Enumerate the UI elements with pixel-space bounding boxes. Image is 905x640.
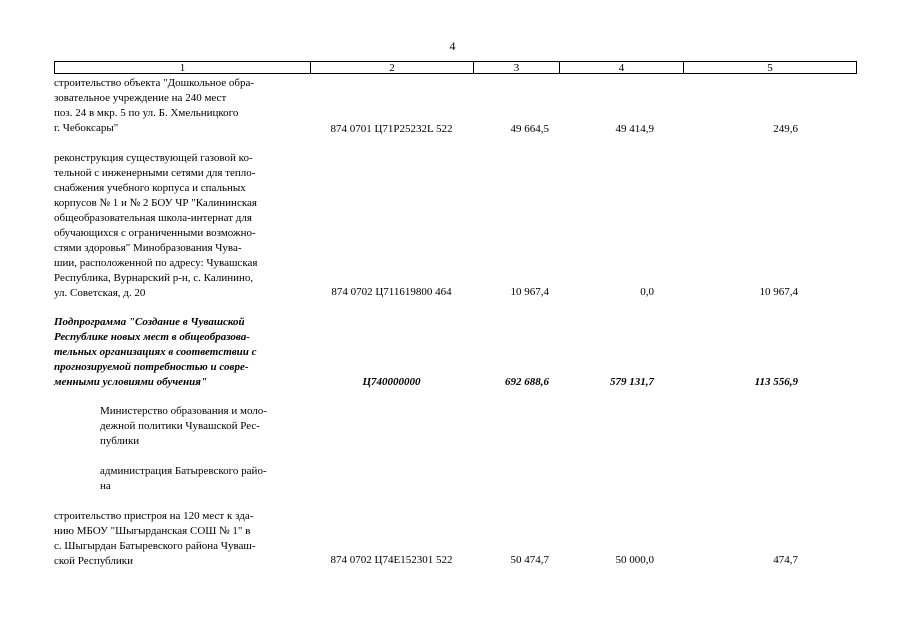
header-col-4: 4 [560,62,684,73]
header-col-3: 3 [474,62,560,73]
header-col-1: 1 [55,62,311,73]
row-value-5: 474,7 [773,554,798,566]
row-code: 874 0702 Ц711619800 464 [331,286,452,298]
row-value-4: 50 000,0 [615,554,654,566]
row-description: Министерство образования и моло- дежной политики Чувашской Рес- публики [100,405,267,447]
row-value-5: 249,6 [773,123,798,135]
row-code: 874 0701 Ц71Р25232L 522 [330,123,453,135]
row-value-4: 0,0 [640,286,654,298]
row-value-4: 579 131,7 [610,376,654,388]
row-value-5: 10 967,4 [759,286,798,298]
row-description: реконструкция существующей газовой ко- тельной с инженерными сетями для тепло- снабжения учебного корпуса и спальных корпусов № 1 и № 2 БОУ ЧР "Калининская общеобразовательная школа-интернат для обучающихся с ограниченными возможно- стями здоровья" Минобразования Чува- шии, расположенной по адресу: Чувашская Республика, Вурнарский р-н, с. Калинино, ул. Советская, д. 20 [54,152,258,299]
row-code: 874 0702 Ц74Е152301 522 [330,554,453,566]
row-description: строительство объекта "Дошкольное обра- зовательное учреждение на 240 мест поз. 24 в мкр. 5 по ул. Б. Хмельницкого г. Чебоксары" [54,77,255,134]
row-description: строительство пристроя на 120 мест к зда- нию МБОУ "Шыгырданская СОШ № 1" в с. Шыгырдан Батыревского района Чуваш- ской Республики [54,510,256,567]
header-col-2: 2 [311,62,474,73]
row-code: Ц740000000 [362,376,421,388]
row-value-3: 49 664,5 [510,123,549,135]
table-header [54,61,857,74]
row-value-3: 50 474,7 [510,554,549,566]
row-value-4: 49 414,9 [615,123,654,135]
row-description: Подпрограмма "Создание в Чувашской Республике новых мест в общеобразова- тельных организациях в соответствии с прогнозируемой потребностью и совре- менными условиями обучения" [54,316,257,388]
row-value-3: 692 688,6 [505,376,549,388]
header-col-5: 5 [767,62,773,74]
row-value-5: 113 556,9 [754,376,798,388]
row-description: администрация Батыревского райо- на [100,465,267,492]
page-number: 4 [449,39,456,53]
row-value-3: 10 967,4 [510,286,549,298]
